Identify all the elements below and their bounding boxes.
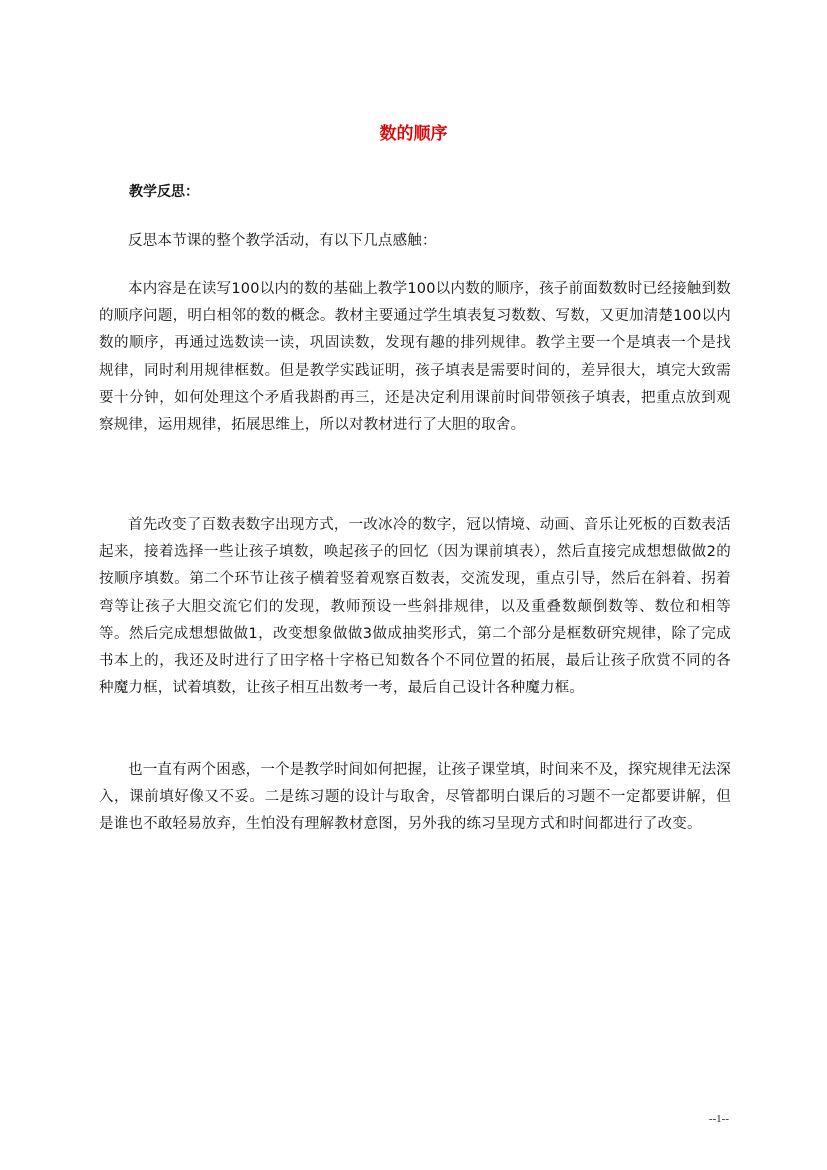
paragraph-reflections: 也一直有两个困惑，一个是教学时间如何把握，让孩子课堂填，时间来不及，探究规律无法深入，课前填好像又不妥。二是练习题的设计与取舍，尽管都明白课后的习题不一定都要讲解，但是谁也不敢轻易放弃，生怕没有理解教材意图，另外我的练习呈现方式和时间都进行了改变。 — [99, 762, 731, 833]
document-title: 数的顺序 — [379, 124, 448, 144]
paragraph-content-analysis: 本内容是在读写100以内的数的基础上教学100以内数的顺序，孩子前面数数时已经接触到数的顺序问题，明白相邻的数的概念。教材主要通过学生填表复习数数、写数，又更加清楚100以内数的顺序，再通过选数读一读，巩固读数，发现有趣的排列规律。教学主要一个是填表一个是找规律，同时利用规律框数。但是教学实践证明，孩子填表是需要时间的，差异很大，填完大致需要十分钟，如何处理这个矛盾我斟酌再三，还是决定利用课前时间带领孩子填表，把重点放到观察规律，运用规律，拓展思维上，所以对教材进行了大胆的取舍。 — [99, 281, 731, 434]
paragraph-intro: 反思本节课的整个教学活动，有以下几点感触： — [128, 233, 437, 249]
section-heading: 教学反思： — [129, 184, 199, 200]
page-number: --1-- — [708, 1113, 729, 1125]
paragraph-teaching-process: 首先改变了百数表数字出现方式，一改冰冷的数字，冠以情境、动画、音乐让死板的百数表活起来，接着选择一些让孩子填数，唤起孩子的回忆（因为课前填表），然后直接完成想想做做2的按顺序填数。第二个环节让孩子横着竖着观察百数表，交流发现，重点引导，然后在斜着、拐着弯等让孩子大胆交流它们的发现，教师预设一些斜排规律，以及重叠数颠倒数等、数位和相等等。然后完成想想做做1，改变想象做做3做成抽奖形式，第二个部分是框数研究规律，除了完成书本上的，我还及时进行了田字格十字格已知数各个不同位置的拓展，最后让孩子欣赏不同的各种魔力框，试着填数，让孩子相互出数考一考，最后自己设计各种魔力框。 — [99, 517, 731, 697]
